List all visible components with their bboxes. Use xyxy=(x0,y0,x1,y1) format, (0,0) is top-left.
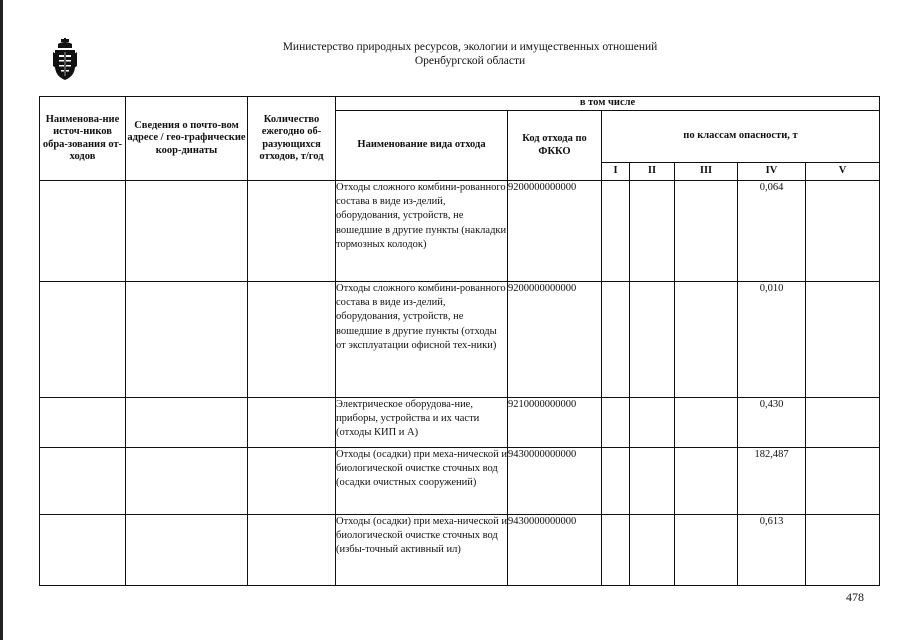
class-4-cell: 0,010 xyxy=(738,282,806,398)
address-cell xyxy=(126,282,248,398)
class-4-cell: 0,064 xyxy=(738,181,806,282)
class-2-cell xyxy=(630,448,675,515)
table-row xyxy=(40,398,880,448)
class-2-cell xyxy=(630,282,675,398)
quantity-cell xyxy=(248,282,336,398)
class-4-cell: 0,613 xyxy=(738,515,806,586)
quantity-cell xyxy=(248,398,336,448)
fkko-code-cell: 9430000000000 xyxy=(508,448,602,515)
table-row xyxy=(40,181,880,282)
header-fkko-code: Код отхода по ФККО xyxy=(508,111,602,181)
page-edge-shadow xyxy=(0,0,3,640)
header-source-name: Наименова-ние источ-ников обра-зования от-ходов xyxy=(40,97,126,181)
waste-name-cell: Электрическое оборудова-ние, приборы, устройства и их части (отходы КИП и А) xyxy=(336,398,508,448)
class-3-cell xyxy=(675,515,738,586)
header-class-3: III xyxy=(675,163,738,181)
document-header xyxy=(200,40,740,68)
waste-name-cell: Отходы сложного комбини-рованного состава в виде из-делий, оборудования, устройств, не вошедшие в другие пункты (накладки тормозных колодок) xyxy=(336,181,508,282)
source-cell xyxy=(40,282,126,398)
table-row xyxy=(40,282,880,398)
header-class-2: II xyxy=(630,163,675,181)
class-3-cell xyxy=(675,181,738,282)
fkko-code-cell: 9200000000000 xyxy=(508,181,602,282)
class-2-cell xyxy=(630,398,675,448)
header-hazard-classes: по классам опасности, т xyxy=(602,111,880,163)
class-5-cell xyxy=(806,398,880,448)
orenburg-coat-of-arms-icon xyxy=(52,38,78,82)
class-1-cell xyxy=(602,398,630,448)
waste-name-cell: Отходы сложного комбини-рованного состава в виде из-делий, оборудования, устройств, не вошедшие в другие пункты (отходы от эксплуатации офисной тех-ники) xyxy=(336,282,508,398)
waste-name-cell: Отходы (осадки) при меха-нической и биологической очистке сточных вод (осадки очистных сооружений) xyxy=(336,448,508,515)
source-cell xyxy=(40,181,126,282)
class-5-cell xyxy=(806,448,880,515)
class-5-cell xyxy=(806,181,880,282)
quantity-cell xyxy=(248,448,336,515)
header-class-4: IV xyxy=(738,163,806,181)
quantity-cell xyxy=(248,181,336,282)
class-1-cell xyxy=(602,448,630,515)
fkko-code-cell: 9430000000000 xyxy=(508,515,602,586)
header-quantity: Количество ежегодно об-разующихся отходов, т/год xyxy=(248,97,336,181)
class-1-cell xyxy=(602,515,630,586)
address-cell xyxy=(126,398,248,448)
quantity-cell xyxy=(248,515,336,586)
class-2-cell xyxy=(630,181,675,282)
waste-inventory-table xyxy=(39,96,880,586)
class-1-cell xyxy=(602,282,630,398)
class-1-cell xyxy=(602,181,630,282)
address-cell xyxy=(126,448,248,515)
address-cell xyxy=(126,515,248,586)
ministry-name: Министерство природных ресурсов, экологии и имущественных отношений xyxy=(282,41,658,53)
source-cell xyxy=(40,515,126,586)
class-2-cell xyxy=(630,515,675,586)
page-number: 478 xyxy=(846,590,864,604)
source-cell xyxy=(40,398,126,448)
header-address: Сведения о почто-вом адресе / гео-графические коор-динаты xyxy=(126,97,248,181)
class-5-cell xyxy=(806,515,880,586)
fkko-code-cell: 9210000000000 xyxy=(508,398,602,448)
class-5-cell xyxy=(806,282,880,398)
class-4-cell: 0,430 xyxy=(738,398,806,448)
region-name: Оренбургской области xyxy=(414,55,526,67)
header-class-5: V xyxy=(806,163,880,181)
class-3-cell xyxy=(675,448,738,515)
header-class-1: I xyxy=(602,163,630,181)
address-cell xyxy=(126,181,248,282)
waste-name-cell: Отходы (осадки) при меха-нической и биологической очистке сточных вод (избы-точный активный ил) xyxy=(336,515,508,586)
class-3-cell xyxy=(675,398,738,448)
source-cell xyxy=(40,448,126,515)
class-4-cell: 182,487 xyxy=(738,448,806,515)
fkko-code-cell: 9200000000000 xyxy=(508,282,602,398)
table-row xyxy=(40,448,880,515)
header-waste-type: Наименование вида отхода xyxy=(336,111,508,181)
class-3-cell xyxy=(675,282,738,398)
table-row xyxy=(40,515,880,586)
header-including: в том числе xyxy=(336,97,880,111)
